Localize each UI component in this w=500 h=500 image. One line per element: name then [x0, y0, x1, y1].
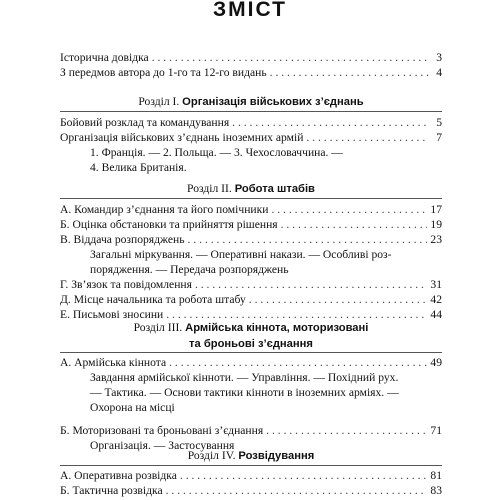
section-name: Робота штабів [234, 183, 315, 195]
leader-dots [195, 277, 427, 292]
toc-entry[interactable] [60, 355, 442, 370]
toc-entry[interactable] [60, 423, 442, 438]
entry-page: 71 [430, 424, 442, 437]
leader-dots [152, 50, 429, 65]
section-number: Розділ I. [138, 95, 180, 108]
leader-dots [232, 115, 429, 130]
section-divider [60, 465, 442, 466]
leader-dots [270, 65, 429, 80]
section-name: Армійська кіннота, моторизовані [185, 322, 369, 334]
entry-page: 17 [430, 203, 442, 216]
leader-dots [169, 355, 427, 370]
entry-page: 19 [430, 218, 442, 231]
entry-subtopics [60, 145, 442, 175]
entry-label: А. Командир з’єднання та його помічники [60, 203, 269, 216]
subtopic-line: Організація. — Застосування [90, 439, 235, 452]
subtopic-line: Охорона на місці [90, 401, 175, 414]
toc-entry[interactable] [60, 130, 442, 145]
leader-dots [249, 292, 428, 307]
entry-page: 5 [436, 116, 442, 129]
toc-entry[interactable] [60, 277, 442, 292]
section-entries [60, 115, 442, 175]
entry-label: Бойовий розклад та командування [60, 116, 230, 129]
section-name: Організація військових з’єднань [182, 96, 364, 108]
toc-entry[interactable] [60, 483, 442, 498]
subtopic-line: Завдання армійської кінноти. — Управління. — Похідний рух. [90, 371, 399, 384]
entry-subtopics [60, 247, 442, 277]
toc-entry[interactable] [60, 232, 442, 247]
entry-label: В. Віддача розпоряджень [60, 233, 185, 246]
entry-label: Історична довідка [60, 51, 149, 64]
toc-entry[interactable] [60, 468, 442, 483]
subtopic-line: 4. Велика Британія. [90, 161, 187, 174]
section-entries [60, 202, 442, 322]
entry-page: 4 [436, 66, 442, 79]
section-heading [60, 94, 442, 110]
subtopic-line: 1. Франція. — 2. Польща. — 3. Чехословаччина. — [90, 146, 343, 159]
section-number: Розділ IV. [187, 449, 236, 462]
entry-label: Б. Оцінка обстановки та прийняття рішення [60, 218, 278, 231]
entry-label: А. Армійська кіннота [60, 356, 167, 369]
section-heading [60, 448, 442, 464]
entry-page: 3 [436, 51, 442, 64]
section-heading [60, 320, 442, 352]
entry-label: Д. Місце начальника та робота штабу [60, 293, 246, 306]
section-name-continued: та броньові з’єднання [189, 338, 313, 350]
subtopic-line: Загальні міркування. — Оперативні накази. — Особливі роз- [90, 248, 392, 261]
entry-page: 42 [430, 293, 442, 306]
entry-label: Г. Зв’язок та повідомлення [60, 278, 192, 291]
page-title: ЗМІСТ [213, 0, 287, 21]
entry-page: 23 [430, 233, 442, 246]
entry-label: З передмов автора до 1-го та 12-го видань [60, 66, 267, 79]
section-heading [60, 181, 442, 197]
section-entries [60, 355, 442, 453]
toc-entry[interactable] [60, 65, 442, 80]
leader-dots [266, 423, 427, 438]
toc-entry[interactable] [60, 115, 442, 130]
leader-dots [271, 202, 427, 217]
leader-dots [281, 217, 428, 232]
section-entries [60, 468, 442, 498]
section-divider [60, 198, 442, 199]
entry-page: 81 [430, 469, 442, 482]
entry-page: 7 [436, 131, 442, 144]
toc-entry[interactable] [60, 217, 442, 232]
leader-dots [180, 468, 428, 483]
entry-page: 44 [430, 308, 442, 321]
toc-entry[interactable] [60, 202, 442, 217]
intro-entries [60, 50, 442, 80]
section-name: Розвідування [238, 450, 315, 462]
section-divider [60, 352, 442, 353]
entry-subtopics [60, 370, 442, 415]
entry-page: 83 [430, 484, 442, 497]
leader-dots [306, 130, 429, 145]
section-number: Розділ III. [133, 321, 183, 334]
subtopic-line: — Тактика. — Основи тактики кінноти в іноземних арміях. — [90, 386, 399, 399]
entry-label: Е. Письмові зносини [60, 308, 164, 321]
leader-dots [166, 483, 428, 498]
subtopic-line: порядження. — Передача розпоряджень [90, 263, 289, 276]
entry-page: 49 [430, 356, 442, 369]
toc-entry[interactable] [60, 292, 442, 307]
entry-page: 31 [430, 278, 442, 291]
leader-dots [188, 232, 428, 247]
entry-label: Б. Тактична розвідка [60, 484, 163, 497]
section-divider [60, 111, 442, 112]
entry-label: Б. Моторизовані та броньовані з’єднання [60, 424, 264, 437]
entry-label: А. Оперативна розвідка [60, 469, 177, 482]
section-number: Розділ II. [187, 182, 232, 195]
toc-entry[interactable] [60, 50, 442, 65]
entry-label: Організація військових з’єднань іноземних армій [60, 131, 304, 144]
